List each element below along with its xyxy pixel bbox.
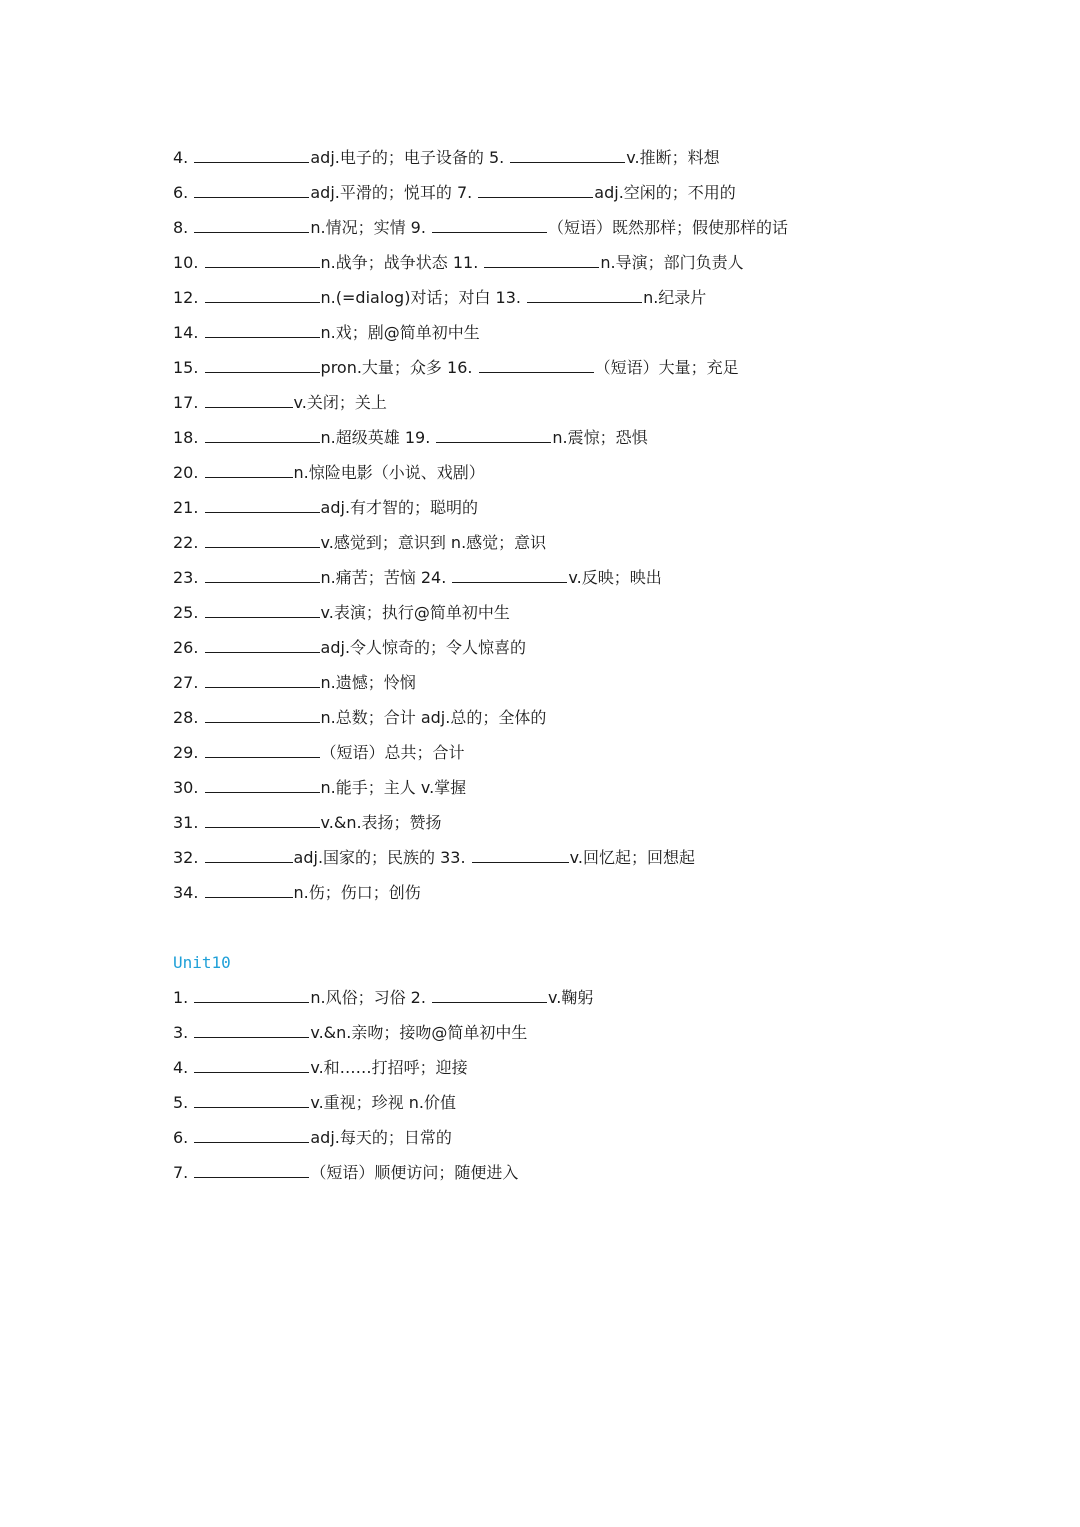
answer-blank[interactable]: [205, 708, 320, 723]
answer-blank[interactable]: [194, 1163, 309, 1178]
vocab-line: [173, 560, 1033, 595]
vocab-line: [173, 1120, 1033, 1155]
vocab-text: 29.: [173, 743, 204, 762]
vocab-line: [173, 1085, 1033, 1120]
vocab-line: [173, 980, 1033, 1015]
vocab-text: 12.: [173, 288, 204, 307]
vocab-text: 21.: [173, 498, 204, 517]
answer-blank[interactable]: [484, 253, 599, 268]
vocab-line: [173, 770, 1033, 805]
answer-blank[interactable]: [478, 183, 593, 198]
vocab-text: 25.: [173, 603, 204, 622]
answer-blank[interactable]: [452, 568, 567, 583]
vocab-text: v.和……打招呼；迎接: [310, 1058, 468, 1077]
answer-blank[interactable]: [432, 988, 547, 1003]
answer-blank[interactable]: [205, 288, 320, 303]
vocab-text: 4.: [173, 148, 194, 167]
vocab-text: 28.: [173, 708, 204, 727]
answer-blank[interactable]: [194, 1058, 309, 1073]
vocab-text: pron.大量；众多 16.: [320, 358, 478, 377]
vocab-text: 26.: [173, 638, 204, 657]
vocab-text: 23.: [173, 568, 204, 587]
vocabulary-section-unit10: [173, 980, 1033, 1190]
vocab-text: 14.: [173, 323, 204, 342]
vocab-text: 32.: [173, 848, 204, 867]
answer-blank[interactable]: [472, 848, 569, 863]
answer-blank[interactable]: [205, 673, 320, 688]
vocab-text: v.回忆起；回想起: [569, 848, 695, 867]
answer-blank[interactable]: [194, 1093, 309, 1108]
vocab-text: n.情况；实情 9.: [310, 218, 432, 237]
vocab-text: 27.: [173, 673, 204, 692]
worksheet: [173, 140, 1033, 1190]
vocab-text: adj.有才智的；聪明的: [320, 498, 479, 517]
vocab-text: n.戏；剧@简单初中生: [320, 323, 480, 342]
answer-blank[interactable]: [205, 358, 320, 373]
vocab-text: （短语）顺便访问；随便进入: [310, 1163, 519, 1182]
answer-blank[interactable]: [205, 463, 293, 478]
answer-blank[interactable]: [205, 253, 320, 268]
vocab-text: adj.国家的；民族的 33.: [293, 848, 471, 867]
vocab-text: 22.: [173, 533, 204, 552]
answer-blank[interactable]: [527, 288, 642, 303]
answer-blank[interactable]: [194, 1128, 309, 1143]
vocab-text: adj.电子的；电子设备的 5.: [310, 148, 510, 167]
answer-blank[interactable]: [205, 428, 320, 443]
vocab-text: （短语）总共；合计: [320, 743, 465, 762]
vocab-text: 30.: [173, 778, 204, 797]
vocab-text: n.(=dialog)对话；对白 13.: [320, 288, 527, 307]
vocab-text: n.战争；战争状态 11.: [320, 253, 484, 272]
vocab-text: 20.: [173, 463, 204, 482]
vocab-text: v.反映；映出: [568, 568, 662, 587]
answer-blank[interactable]: [205, 778, 320, 793]
vocab-text: （短语）大量；充足: [594, 358, 739, 377]
vocab-line: [173, 595, 1033, 630]
vocab-line: [173, 175, 1033, 210]
vocab-line: [173, 420, 1033, 455]
answer-blank[interactable]: [194, 148, 309, 163]
vocab-text: n.纪录片: [643, 288, 707, 307]
vocab-text: adj.令人惊奇的；令人惊喜的: [320, 638, 527, 657]
vocab-line: [173, 735, 1033, 770]
vocab-text: n.遗憾；怜悯: [320, 673, 416, 692]
vocab-text: v.重视；珍视 n.价值: [310, 1093, 456, 1112]
vocab-text: adj.每天的；日常的: [310, 1128, 452, 1147]
answer-blank[interactable]: [194, 218, 309, 233]
vocab-text: adj.平滑的；悦耳的 7.: [310, 183, 478, 202]
answer-blank[interactable]: [194, 1023, 309, 1038]
vocab-text: v.&n.表扬；赞扬: [320, 813, 442, 832]
vocab-text: n.总数；合计 adj.总的；全体的: [320, 708, 547, 727]
answer-blank[interactable]: [205, 638, 320, 653]
vocab-text: v.&n.亲吻；接吻@简单初中生: [310, 1023, 528, 1042]
answer-blank[interactable]: [205, 848, 293, 863]
answer-blank[interactable]: [510, 148, 625, 163]
unit-heading: Unit10: [173, 953, 231, 972]
vocab-text: 17.: [173, 393, 204, 412]
answer-blank[interactable]: [194, 988, 309, 1003]
vocab-text: n.能手；主人 v.掌握: [320, 778, 467, 797]
vocab-text: （短语）既然那样；假使那样的话: [548, 218, 789, 237]
answer-blank[interactable]: [205, 813, 320, 828]
vocab-line: [173, 840, 1033, 875]
answer-blank[interactable]: [432, 218, 547, 233]
vocab-text: 5.: [173, 1093, 194, 1112]
vocab-line: [173, 1015, 1033, 1050]
vocab-line: [173, 280, 1033, 315]
section-spacer: [173, 910, 1033, 945]
vocab-text: n.导演；部门负责人: [600, 253, 744, 272]
vocab-line: [173, 140, 1033, 175]
vocab-line: [173, 630, 1033, 665]
vocab-text: 6.: [173, 183, 194, 202]
answer-blank[interactable]: [205, 323, 320, 338]
vocab-text: n.超级英雄 19.: [320, 428, 436, 447]
vocab-text: n.风俗；习俗 2.: [310, 988, 432, 1007]
vocab-text: 10.: [173, 253, 204, 272]
answer-blank[interactable]: [205, 883, 293, 898]
answer-blank[interactable]: [205, 498, 320, 513]
vocab-line: [173, 245, 1033, 280]
vocab-text: v.鞠躬: [548, 988, 594, 1007]
vocab-text: n.伤；伤口；创伤: [293, 883, 421, 902]
vocab-text: 3.: [173, 1023, 194, 1042]
vocab-line: [173, 210, 1033, 245]
answer-blank[interactable]: [436, 428, 551, 443]
vocab-text: adj.空闲的；不用的: [594, 183, 736, 202]
vocabulary-section-previous-unit: [173, 140, 1033, 910]
vocab-text: 18.: [173, 428, 204, 447]
answer-blank[interactable]: [205, 568, 320, 583]
vocab-text: 4.: [173, 1058, 194, 1077]
vocab-text: v.关闭；关上: [293, 393, 387, 412]
vocab-text: 6.: [173, 1128, 194, 1147]
vocab-line: [173, 455, 1033, 490]
vocab-line: [173, 805, 1033, 840]
vocab-line: [173, 490, 1033, 525]
answer-blank[interactable]: [479, 358, 594, 373]
vocab-text: n.震惊；恐惧: [552, 428, 648, 447]
vocab-text: n.惊险电影（小说、戏剧）: [293, 463, 485, 482]
vocab-line: [173, 1050, 1033, 1085]
vocab-text: 15.: [173, 358, 204, 377]
vocab-line: [173, 1155, 1033, 1190]
vocab-line: [173, 665, 1033, 700]
vocab-text: n.痛苦；苦恼 24.: [320, 568, 452, 587]
vocab-line: [173, 525, 1033, 560]
answer-blank[interactable]: [205, 603, 320, 618]
vocab-line: [173, 350, 1033, 385]
vocab-text: 31.: [173, 813, 204, 832]
vocab-text: v.推断；料想: [626, 148, 720, 167]
answer-blank[interactable]: [205, 533, 320, 548]
vocab-text: v.感觉到；意识到 n.感觉；意识: [320, 533, 547, 552]
vocab-text: 7.: [173, 1163, 194, 1182]
answer-blank[interactable]: [205, 393, 293, 408]
vocab-text: 8.: [173, 218, 194, 237]
vocab-line: [173, 700, 1033, 735]
answer-blank[interactable]: [194, 183, 309, 198]
answer-blank[interactable]: [205, 743, 320, 758]
vocab-line: [173, 875, 1033, 910]
vocab-line: [173, 315, 1033, 350]
vocab-text: v.表演；执行@简单初中生: [320, 603, 510, 622]
vocab-line: [173, 385, 1033, 420]
vocab-text: 1.: [173, 988, 194, 1007]
vocab-text: 34.: [173, 883, 204, 902]
